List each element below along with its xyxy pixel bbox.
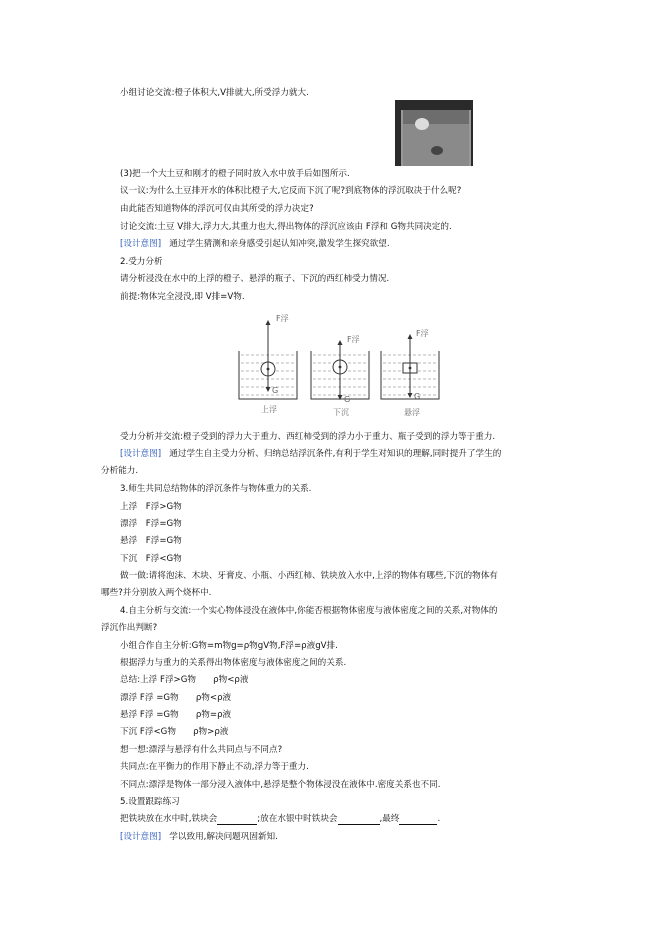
force-diagram [231, 311, 441, 417]
force-label-gravity: G [272, 386, 279, 395]
design-intent-tag: [设计意图] [120, 239, 162, 249]
text-line: 小组讨论交流:橙子体积大,V排就大,所受浮力就大. [120, 88, 309, 98]
text-line: 请分析浸没在水中的上浮的橙子、悬浮的瓶子、下沉的西红柿受力情况. [120, 274, 390, 284]
density-line: 下沉 F浮<G物 ρ物>ρ液 [120, 727, 229, 737]
text-line: 小组合作自主分析:G物=m物g=ρ物gV物,F浮=ρ液gV排. [120, 641, 338, 651]
force-label-buoyancy: F浮 [416, 329, 429, 338]
density-line: 总结:上浮 F浮>G物 ρ物<ρ液 [120, 675, 249, 685]
answer-blank[interactable] [399, 815, 437, 825]
density-line: 漂浮 F浮 =G物 ρ物<ρ液 [120, 693, 232, 703]
design-intent-paragraph: [设计意图] 通过学生猜测和亲身感受引起认知冲突,激发学生探究欲望. [120, 239, 390, 249]
experiment-photo [395, 100, 473, 166]
text-line: 做一做:请将泡沫、木块、牙膏皮、小瓶、小西红柿、铁块放入水中,上浮的物体有哪些,下沉的物体有 [120, 571, 498, 581]
text-line: 前提:物体完全浸没,即 V排=V物. [120, 292, 245, 302]
section-heading: 5.设置跟踪练习 [120, 797, 180, 807]
condition-line: 上浮 F浮>G物 [120, 502, 182, 512]
exercise-line: 把铁块放在水中时,铁块会 ;放在水银中时铁块会 ,最终 . [120, 814, 441, 824]
text-line: 想一想:漂浮与悬浮有什么共同点与不同点? [120, 745, 283, 755]
section-heading: 3.师生共同总结物体的浮沉条件与物体重力的关系. [120, 484, 312, 494]
text-line: 讨论交流:土豆 V排大,浮力大,其重力也大,得出物体的浮沉应该由 F浮和 G物共同决定的. [120, 222, 452, 232]
section-heading: 2.受力分析 [120, 257, 163, 267]
text-line: (3)把一个大土豆和刚才的橙子同时放入水中放手后如图所示. [120, 169, 350, 179]
answer-blank[interactable] [217, 815, 257, 825]
beaker-rising [239, 321, 297, 399]
text-line: 不同点:漂浮是物体一部分浸入液体中,悬浮是整个物体浸没在液体中.密度关系也不同. [120, 780, 441, 790]
text-line: 根据浮力与重力的关系得出物体密度与液体密度之间的关系. [120, 658, 347, 668]
condition-line: 悬浮 F浮=G物 [120, 536, 182, 546]
condition-line: 漂浮 F浮=G物 [120, 519, 182, 529]
text-line: 4.自主分析与交流:一个实心物体浸没在液体中,你能否根据物体密度与液体密度之间的关系,对物体的 [120, 606, 498, 616]
density-line: 悬浮 F浮 =G物 ρ物=ρ液 [120, 710, 232, 720]
force-label-gravity: G [414, 392, 421, 401]
text-line: 受力分析并交流:橙子受到的浮力大于重力、西红柿受到的浮力小于重力、瓶子受到的浮力等于重力. [120, 432, 496, 442]
text-line: 议一议:为什么土豆排开水的体积比橙子大,它反而下沉了呢?到底物体的浮沉取决于什么呢? [120, 186, 462, 196]
design-intent-paragraph: [设计意图] 学以致用,解决问题巩固新知. [120, 832, 278, 842]
text-line: 由此能否知道物体的浮沉可仅由其所受的浮力决定? [120, 204, 314, 214]
design-intent-tag: [设计意图] [120, 832, 162, 842]
beaker-suspending [381, 335, 439, 399]
text-line: 浮沉作出判断? [101, 623, 158, 633]
answer-blank[interactable] [338, 815, 380, 825]
design-intent-paragraph: [设计意图] 通过学生自主受力分析、归纳总结浮沉条件,有利于学生对知识的理解,同时提升了学生的 [120, 449, 502, 459]
force-label-buoyancy: F浮 [347, 335, 360, 344]
caption-suspending: 悬浮 [404, 408, 420, 417]
design-intent-tag: [设计意图] [120, 449, 162, 459]
force-label-gravity: G [344, 395, 351, 404]
caption-sinking: 下沉 [333, 408, 349, 417]
text-line: 分析能力. [101, 466, 139, 476]
caption-rising: 上浮 [261, 405, 277, 414]
text-line: 哪些?并分别放入两个烧杯中. [101, 588, 212, 598]
condition-line: 下沉 F浮<G物 [120, 554, 182, 564]
text-line: 共同点:在平衡力的作用下静止不动,浮力等于重力. [120, 762, 309, 772]
beaker-sinking [311, 341, 369, 399]
force-label-buoyancy: F浮 [276, 314, 289, 323]
